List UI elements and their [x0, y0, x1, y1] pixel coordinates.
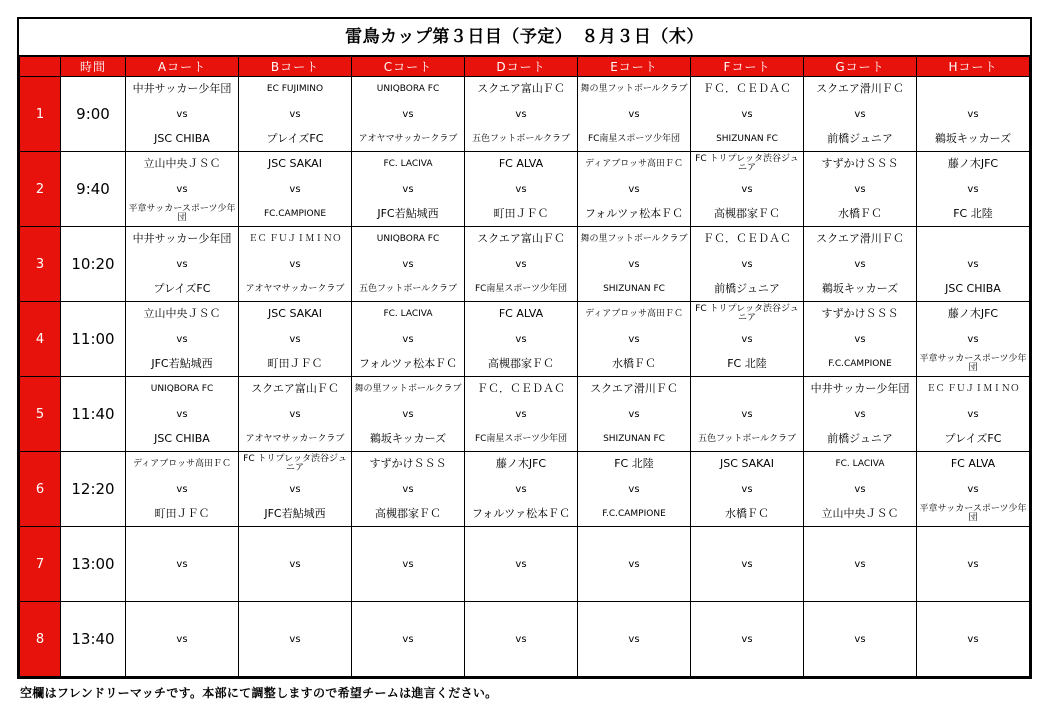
match-cell: [917, 602, 1030, 677]
away-team: [917, 577, 1029, 601]
match-cell: [691, 302, 804, 377]
away-team: [352, 577, 464, 601]
match-cell: [917, 152, 1030, 227]
match-cell: [578, 77, 691, 152]
home-team: [352, 527, 464, 551]
vs-label: vs: [854, 483, 866, 495]
vs-label: vs: [967, 333, 979, 345]
match-cell: [691, 527, 804, 602]
home-team: 舞の里フットボールクラブ: [580, 233, 688, 244]
vs-label: vs: [628, 558, 640, 570]
vs-label: vs: [515, 183, 527, 195]
away-team: アオヤマサッカークラブ: [245, 283, 345, 294]
match-cell: [126, 377, 239, 452]
header-court: Cコート: [352, 57, 465, 77]
match-cell: [917, 377, 1030, 452]
vs-label: vs: [628, 408, 640, 420]
away-team: 前橋ジュニア: [714, 282, 780, 295]
away-team: F.C.CAMPIONE: [602, 508, 666, 519]
vs-label: vs: [515, 558, 527, 570]
match-cell: [239, 452, 352, 527]
away-team: 水橋ＦＣ: [612, 357, 656, 370]
match-cell: [352, 302, 465, 377]
match-cell: [691, 77, 804, 152]
away-team: プレイズFC: [153, 282, 211, 295]
vs-label: vs: [741, 333, 753, 345]
match-cell: [917, 452, 1030, 527]
home-team: JSC SAKAI: [720, 457, 774, 470]
match-cell: [804, 227, 917, 302]
match-cell: [126, 527, 239, 602]
match-cell: [691, 452, 804, 527]
match-cell: [352, 152, 465, 227]
match-cell: [691, 152, 804, 227]
match-time: 12:20: [61, 452, 126, 527]
home-team: 舞の里フットボールクラブ: [354, 383, 462, 394]
vs-label: vs: [289, 483, 301, 495]
match-cell: [691, 227, 804, 302]
home-team: 立山中央ＪＳＣ: [143, 307, 221, 320]
home-team: ＥＣ ＦＵＪＩＭＩＮＯ: [248, 233, 342, 244]
vs-label: vs: [515, 483, 527, 495]
home-team: スクエア富山ＦＣ: [251, 382, 339, 395]
vs-label: vs: [176, 408, 188, 420]
match-cell: [465, 152, 578, 227]
match-cell: [239, 77, 352, 152]
away-team: [804, 652, 916, 676]
table-row: [20, 227, 1030, 302]
match-cell: [465, 602, 578, 677]
home-team: FC トリプレッタ渋谷ジュニア: [695, 304, 799, 323]
table-row: [20, 452, 1030, 527]
home-team: JSC SAKAI: [268, 307, 322, 320]
home-team: FC 北陸: [614, 457, 654, 470]
round-number: 3: [20, 227, 61, 302]
match-cell: [917, 227, 1030, 302]
home-team: [239, 602, 351, 626]
away-team: 高槻郡家ＦＣ: [714, 207, 780, 220]
home-team: UNIQBORA FC: [150, 383, 214, 394]
match-cell: [804, 377, 917, 452]
away-team: 前橋ジュニア: [827, 132, 893, 145]
vs-label: vs: [176, 183, 188, 195]
match-cell: [917, 527, 1030, 602]
vs-label: vs: [628, 483, 640, 495]
away-team: 鵜坂キッカーズ: [821, 282, 899, 295]
away-team: JFC若鮎城西: [264, 507, 326, 520]
home-team: 中井サッカー少年団: [132, 82, 232, 95]
away-team: 町田ＪＦＣ: [267, 357, 323, 370]
away-team: [691, 652, 803, 676]
home-team: [691, 527, 803, 551]
vs-label: vs: [628, 333, 640, 345]
away-team: 五色フットボールクラブ: [697, 433, 796, 444]
home-team: すずかけＳＳＳ: [821, 307, 899, 320]
away-team: 水橋ＦＣ: [838, 207, 882, 220]
header-row: [20, 57, 1030, 77]
away-team: 高槻郡家ＦＣ: [375, 507, 441, 520]
away-team: 町田ＪＦＣ: [493, 207, 549, 220]
home-team: [917, 227, 1029, 251]
match-cell: [578, 227, 691, 302]
header-court: Hコート: [917, 57, 1030, 77]
away-team: 立山中央ＪＳＣ: [821, 507, 899, 520]
home-team: 藤ノ木JFC: [495, 457, 547, 470]
home-team: ＦＣ．ＣＥＤＡＣ: [703, 82, 791, 95]
vs-label: vs: [967, 633, 979, 645]
away-team: プレイズFC: [266, 132, 324, 145]
home-team: ディアブロッサ高田ＦＣ: [584, 308, 684, 319]
vs-label: vs: [176, 483, 188, 495]
home-team: ＦＣ．ＣＥＤＡＣ: [477, 382, 565, 395]
match-cell: [239, 527, 352, 602]
vs-label: vs: [289, 633, 301, 645]
away-team: JFC若鮎城西: [377, 207, 439, 220]
page-title: 雷鳥カップ第３日目（予定） ８月３日（木）: [19, 19, 1030, 56]
vs-label: vs: [402, 108, 414, 120]
match-cell: [465, 227, 578, 302]
vs-label: vs: [854, 333, 866, 345]
home-team: [691, 602, 803, 626]
away-team: 水橋ＦＣ: [725, 507, 769, 520]
vs-label: vs: [628, 183, 640, 195]
match-cell: [804, 302, 917, 377]
match-cell: [352, 377, 465, 452]
home-team: すずかけＳＳＳ: [821, 157, 899, 170]
vs-label: vs: [289, 558, 301, 570]
header-court: Eコート: [578, 57, 691, 77]
header-num: [20, 57, 61, 77]
round-number: 2: [20, 152, 61, 227]
vs-label: vs: [515, 408, 527, 420]
match-cell: [352, 227, 465, 302]
home-team: JSC SAKAI: [268, 157, 322, 170]
away-team: フォルツァ松本ＦＣ: [584, 207, 684, 220]
away-team: アオヤマサッカークラブ: [245, 433, 345, 444]
away-team: SHIZUNAN FC: [603, 433, 665, 444]
home-team: 藤ノ木JFC: [947, 307, 999, 320]
away-team: JSC CHIBA: [945, 282, 1001, 295]
away-team: [239, 652, 351, 676]
match-cell: [239, 152, 352, 227]
vs-label: vs: [176, 108, 188, 120]
home-team: スクエア滑川ＦＣ: [816, 82, 904, 95]
home-team: EC FUJIMINO: [266, 83, 324, 94]
home-team: FC トリプレッタ渋谷ジュニア: [695, 154, 799, 173]
match-cell: [126, 452, 239, 527]
match-cell: [691, 377, 804, 452]
match-cell: [352, 77, 465, 152]
schedule-body: [20, 77, 1030, 677]
match-cell: [578, 377, 691, 452]
match-cell: [804, 602, 917, 677]
away-team: 平章サッカースポーツ少年団: [919, 504, 1027, 523]
match-cell: [352, 602, 465, 677]
vs-label: vs: [289, 333, 301, 345]
match-time: 13:00: [61, 527, 126, 602]
vs-label: vs: [176, 258, 188, 270]
vs-label: vs: [741, 183, 753, 195]
home-team: [804, 527, 916, 551]
match-cell: [465, 527, 578, 602]
away-team: [465, 652, 577, 676]
match-cell: [578, 302, 691, 377]
away-team: FC南星スポーツ少年団: [587, 133, 681, 144]
header-court: Fコート: [691, 57, 804, 77]
vs-label: vs: [289, 258, 301, 270]
away-team: 五色フットボールクラブ: [471, 133, 570, 144]
home-team: FC. LACIVA: [383, 158, 433, 169]
home-team: UNIQBORA FC: [376, 83, 440, 94]
vs-label: vs: [967, 108, 979, 120]
vs-label: vs: [854, 183, 866, 195]
home-team: 立山中央ＪＳＣ: [143, 157, 221, 170]
home-team: FC. LACIVA: [383, 308, 433, 319]
home-team: [578, 527, 690, 551]
match-cell: [239, 377, 352, 452]
home-team: [691, 377, 803, 401]
match-cell: [126, 152, 239, 227]
away-team: アオヤマサッカークラブ: [358, 133, 458, 144]
schedule-sheet: [17, 17, 1032, 679]
vs-label: vs: [289, 108, 301, 120]
match-cell: [239, 302, 352, 377]
match-cell: [465, 77, 578, 152]
match-cell: [917, 302, 1030, 377]
home-team: ＦＣ．ＣＥＤＡＣ: [703, 232, 791, 245]
home-team: [126, 602, 238, 626]
home-team: FC ALVA: [498, 307, 544, 320]
round-number: 7: [20, 527, 61, 602]
match-cell: [804, 77, 917, 152]
table-row: [20, 77, 1030, 152]
home-team: [917, 77, 1029, 101]
vs-label: vs: [741, 258, 753, 270]
away-team: SHIZUNAN FC: [716, 133, 778, 144]
vs-label: vs: [402, 258, 414, 270]
vs-label: vs: [515, 258, 527, 270]
away-team: [239, 577, 351, 601]
vs-label: vs: [741, 558, 753, 570]
home-team: FC. LACIVA: [835, 458, 885, 469]
away-team: FC.CAMPIONE: [263, 208, 327, 219]
away-team: 平章サッカースポーツ少年団: [128, 204, 236, 223]
away-team: JFC若鮎城西: [151, 357, 213, 370]
match-cell: [126, 227, 239, 302]
away-team: [917, 652, 1029, 676]
away-team: FC南星スポーツ少年団: [474, 283, 568, 294]
header-court: Gコート: [804, 57, 917, 77]
match-time: 9:40: [61, 152, 126, 227]
match-time: 13:40: [61, 602, 126, 677]
match-time: 11:00: [61, 302, 126, 377]
table-row: [20, 527, 1030, 602]
header-court: Bコート: [239, 57, 352, 77]
vs-label: vs: [402, 633, 414, 645]
home-team: スクエア富山ＦＣ: [477, 232, 565, 245]
home-team: 中井サッカー少年団: [810, 382, 910, 395]
vs-label: vs: [967, 483, 979, 495]
vs-label: vs: [741, 108, 753, 120]
round-number: 6: [20, 452, 61, 527]
vs-label: vs: [515, 108, 527, 120]
home-team: 中井サッカー少年団: [132, 232, 232, 245]
vs-label: vs: [402, 483, 414, 495]
home-team: ＥＣ ＦＵＪＩＭＩＮＯ: [926, 383, 1020, 394]
round-number: 8: [20, 602, 61, 677]
away-team: F.C.CAMPIONE: [828, 358, 892, 369]
away-team: JSC CHIBA: [154, 132, 210, 145]
home-team: [917, 602, 1029, 626]
vs-label: vs: [289, 183, 301, 195]
away-team: [578, 577, 690, 601]
away-team: [578, 652, 690, 676]
away-team: FC南星スポーツ少年団: [474, 433, 568, 444]
away-team: 鵜坂キッカーズ: [934, 132, 1012, 145]
match-cell: [465, 377, 578, 452]
match-cell: [352, 452, 465, 527]
match-time: 10:20: [61, 227, 126, 302]
away-team: JSC CHIBA: [154, 432, 210, 445]
vs-label: vs: [176, 333, 188, 345]
match-cell: [917, 77, 1030, 152]
match-cell: [804, 527, 917, 602]
home-team: ディアブロッサ高田ＦＣ: [132, 458, 232, 469]
match-cell: [239, 602, 352, 677]
round-number: 4: [20, 302, 61, 377]
home-team: [804, 602, 916, 626]
vs-label: vs: [854, 108, 866, 120]
vs-label: vs: [515, 633, 527, 645]
home-team: 藤ノ木JFC: [947, 157, 999, 170]
away-team: 五色フットボールクラブ: [358, 283, 457, 294]
home-team: スクエア滑川ＦＣ: [590, 382, 678, 395]
table-row: [20, 377, 1030, 452]
match-cell: [578, 452, 691, 527]
vs-label: vs: [741, 633, 753, 645]
match-cell: [804, 452, 917, 527]
home-team: [578, 602, 690, 626]
vs-label: vs: [741, 408, 753, 420]
home-team: [126, 527, 238, 551]
home-team: FC トリプレッタ渋谷ジュニア: [243, 454, 347, 473]
home-team: スクエア滑川ＦＣ: [816, 232, 904, 245]
home-team: すずかけＳＳＳ: [369, 457, 447, 470]
table-row: [20, 302, 1030, 377]
away-team: 鵜坂キッカーズ: [369, 432, 447, 445]
vs-label: vs: [854, 408, 866, 420]
home-team: FC ALVA: [498, 157, 544, 170]
match-time: 11:40: [61, 377, 126, 452]
home-team: FC ALVA: [950, 457, 996, 470]
vs-label: vs: [854, 633, 866, 645]
match-cell: [352, 527, 465, 602]
away-team: [126, 577, 238, 601]
away-team: [126, 652, 238, 676]
home-team: 舞の里フットボールクラブ: [580, 83, 688, 94]
vs-label: vs: [176, 558, 188, 570]
match-time: 9:00: [61, 77, 126, 152]
away-team: [691, 577, 803, 601]
match-cell: [578, 527, 691, 602]
match-cell: [126, 602, 239, 677]
vs-label: vs: [628, 108, 640, 120]
match-cell: [465, 302, 578, 377]
header-time: 時間: [61, 57, 126, 77]
vs-label: vs: [967, 408, 979, 420]
vs-label: vs: [515, 333, 527, 345]
away-team: 前橋ジュニア: [827, 432, 893, 445]
vs-label: vs: [628, 633, 640, 645]
vs-label: vs: [967, 258, 979, 270]
away-team: [804, 577, 916, 601]
home-team: スクエア富山ＦＣ: [477, 82, 565, 95]
away-team: [352, 652, 464, 676]
away-team: 高槻郡家ＦＣ: [488, 357, 554, 370]
match-cell: [691, 602, 804, 677]
vs-label: vs: [854, 558, 866, 570]
table-row: [20, 602, 1030, 677]
vs-label: vs: [741, 483, 753, 495]
home-team: ディアブロッサ高田ＦＣ: [584, 158, 684, 169]
away-team: SHIZUNAN FC: [603, 283, 665, 294]
home-team: [352, 602, 464, 626]
match-cell: [239, 227, 352, 302]
match-cell: [126, 77, 239, 152]
footer-note: 空欄はフレンドリーマッチです。本部にて調整しますので希望チームは進言ください。: [20, 686, 498, 700]
vs-label: vs: [402, 558, 414, 570]
vs-label: vs: [967, 558, 979, 570]
round-number: 5: [20, 377, 61, 452]
away-team: 町田ＪＦＣ: [154, 507, 210, 520]
vs-label: vs: [176, 633, 188, 645]
home-team: [917, 527, 1029, 551]
away-team: フォルツァ松本ＦＣ: [358, 357, 458, 370]
home-team: [465, 602, 577, 626]
round-number: 1: [20, 77, 61, 152]
away-team: FC 北陸: [727, 357, 767, 370]
header-court: Aコート: [126, 57, 239, 77]
away-team: フォルツァ松本ＦＣ: [471, 507, 571, 520]
table-row: [20, 152, 1030, 227]
home-team: [465, 527, 577, 551]
away-team: FC 北陸: [953, 207, 993, 220]
vs-label: vs: [289, 408, 301, 420]
match-cell: [578, 152, 691, 227]
vs-label: vs: [628, 258, 640, 270]
away-team: プレイズFC: [944, 432, 1002, 445]
away-team: 平章サッカースポーツ少年団: [919, 354, 1027, 373]
home-team: [239, 527, 351, 551]
away-team: [465, 577, 577, 601]
match-cell: [804, 152, 917, 227]
vs-label: vs: [967, 183, 979, 195]
vs-label: vs: [402, 183, 414, 195]
vs-label: vs: [854, 258, 866, 270]
match-cell: [465, 452, 578, 527]
schedule-table: [19, 56, 1030, 677]
header-court: Dコート: [465, 57, 578, 77]
match-cell: [126, 302, 239, 377]
vs-label: vs: [402, 408, 414, 420]
match-cell: [578, 602, 691, 677]
vs-label: vs: [402, 333, 414, 345]
home-team: UNIQBORA FC: [376, 233, 440, 244]
